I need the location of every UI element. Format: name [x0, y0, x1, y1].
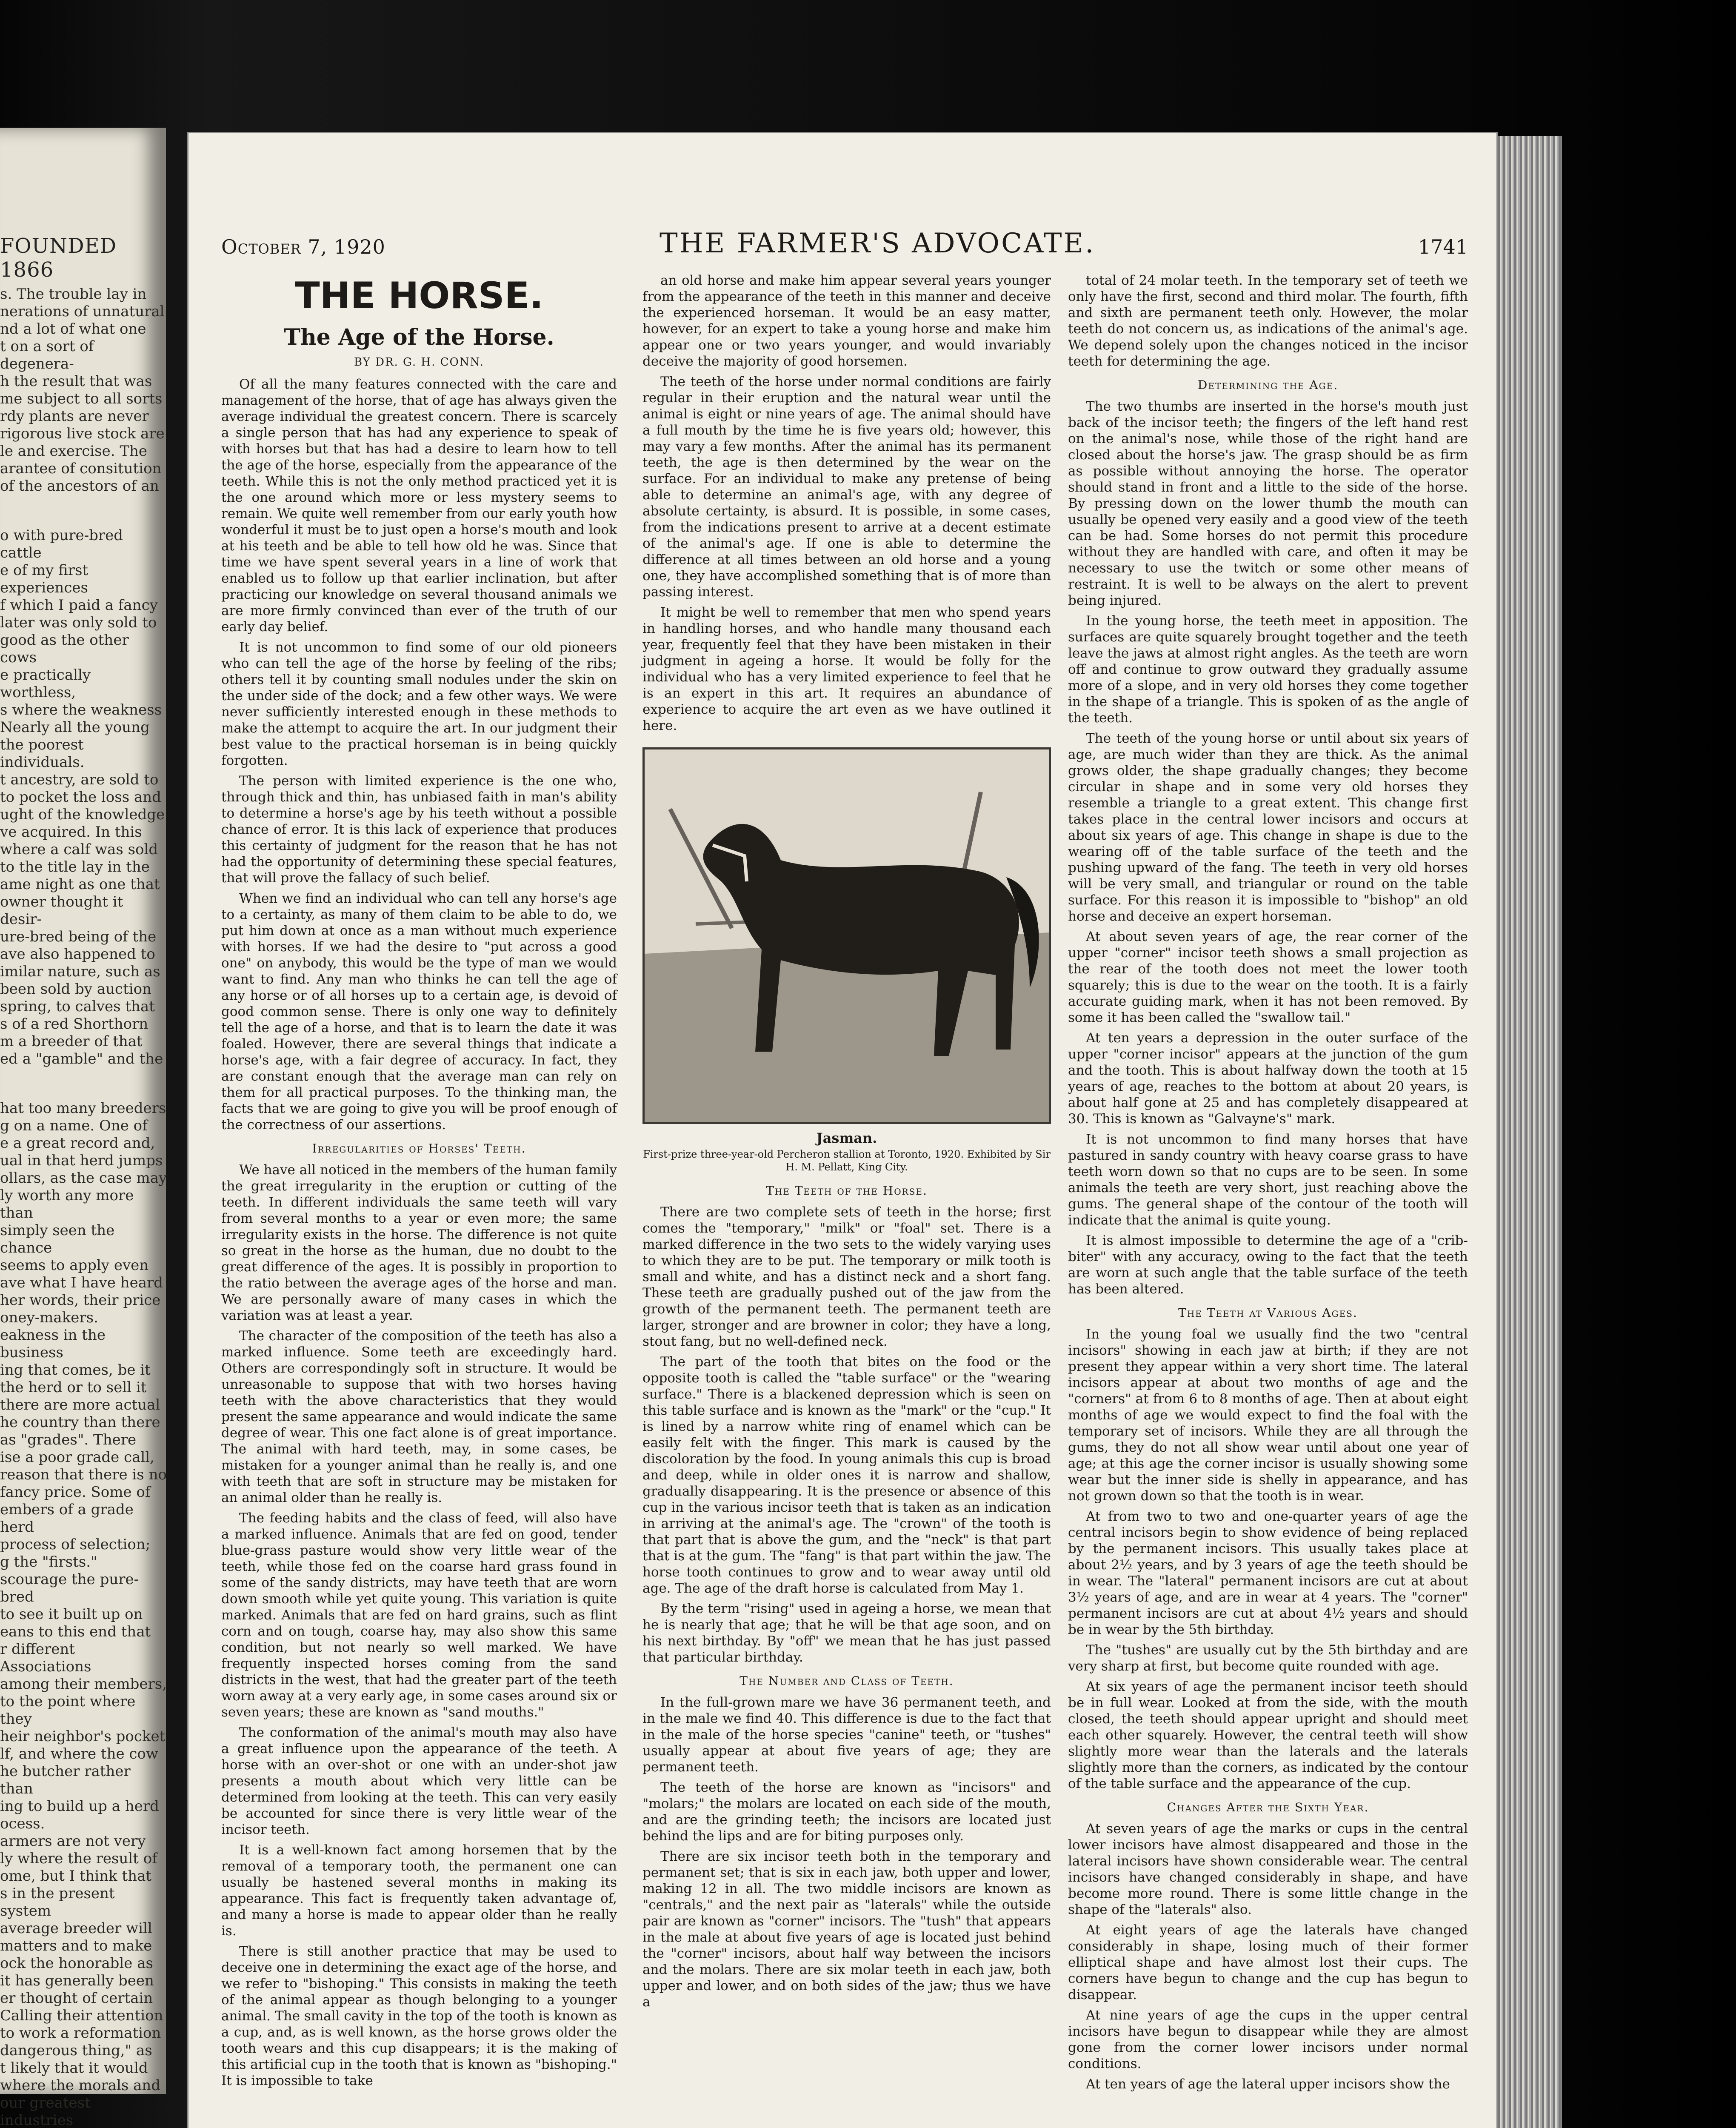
- photo-credit: First-prize three-year-old Percheron stallion at Toronto, 1920. Exhibited by Sir H. M. Pellatt, King City.: [643, 1148, 1051, 1173]
- article-paragraph: In the young foal we usually find the two "central incisors" showing in each jaw at birth; if they are not present they appear within a very short time. The lateral incisors appear at about two months of age and the "corners" at from 6 to 8 months of age. Then at about eight months of age we would expect to find the foal with the temporary set of incisors. While they are all through the gums, they do not all show wear until about one year of age; at this age the corner incisor is usually showing some wear but the inner side is shelly in appearance, and has not grown down so that the tooth is in wear.: [1068, 1327, 1468, 1504]
- photo-caption: Jasman.: [816, 1130, 877, 1146]
- publication-title: THE FARMER'S ADVOCATE.: [660, 228, 1096, 259]
- article-paragraph: At ten years of age the lateral upper incisors show the: [1086, 2077, 1450, 2092]
- article-byline: BY DR. G. H. CONN.: [354, 356, 484, 369]
- article-paragraph: It is almost impossible to determine the age of a "crib-biter" with any accuracy, owing to the fact that the teeth are worn at such angle that the table surface of the teeth has been altered.: [1068, 1233, 1468, 1297]
- subhead-determining: Determining the Age.: [1197, 378, 1339, 392]
- article-paragraph: It is not uncommon to find many horses that have pastured in sandy country with heavy coarse grass to have teeth worn down so that no cups are to be seen. In some animals the teeth are very short, just reaching above the gums. The general shape of the contour of the tooth will indicate that the animal is quite young.: [1068, 1132, 1468, 1228]
- article-column-2: [642, 272, 1051, 2014]
- article-paragraph: an old horse and make him appear several years younger from the appearance of the teeth in this manner and deceive the experienced horseman. It would be an easy matter, however, for an expert to take a young horse and make him appear one or two years younger, and would invariably deceive the majority of good horsemen.: [642, 273, 1051, 369]
- article-paragraph: At nine years of age the cups in the upper central incisors have begun to disappear while they are almost gone from the corner lower incisors under normal conditions.: [1068, 2008, 1468, 2071]
- article-paragraph: The teeth of the horse are known as "incisors" and "molars;" the molars are located on each side of the mouth, and are the grinding teeth; the incisors are located just behind the lips and are for biting purposes only.: [642, 1780, 1051, 1844]
- article-column-1: [221, 272, 617, 2093]
- article-paragraph: At eight years of age the laterals have changed considerably in shape, losing much of their former elliptical shape and have almost lost their cups. The corners have begun to change and the cup has begun to disappear.: [1068, 1922, 1468, 2002]
- article-paragraph: It is not uncommon to find some of our old pioneers who can tell the age of the horse by feeling of the ribs; others tell it by counting small nodules under the skin on the under side of the dock; and a few other ways. We were never sufficiently interested enough in these methods to make the attempt to acquire the art. In our judgment their best value to the practical horseman is in being quickly forgotten.: [221, 640, 617, 768]
- left-page-fragment: [0, 128, 167, 2128]
- article-paragraph: It might be well to remember that men who spend years in handling horses, and who handle many thousand each year, frequently feel that they have been mistaken in their judgment in ageing a horse. It would be folly for the individual who has a very limited experience to feel that he is an expert in this art. It requires an abundance of experience to acquire the art even as we have outlined it here.: [642, 605, 1051, 733]
- left-paragraph: o with pure-bred cattle e of my first experiences f which I paid a fancy later was only sold to good as the other cows e practically worthless, s where the weakness Nearly all the young the poorest individuals. t ancestry, are sold to to pocket the loss and ught of the knowledge ve acquired. In this where a calf was sold to the title lay in the ame night as one that owner thought it desir- ure-bred being of the ave also happened to imilar nature, such as been sold by auction spring, to calves that s of a red Shorthorn m a breeder of that ed a "gamble" and the: [0, 527, 165, 1067]
- left-paragraph: hat too many breeders g on a name. One of e a great record and, ual in that herd jumps ollars, as the case may ly worth any more than simply seen the chance seems to apply even ave what I have heard her words, their price oney-makers. eakness in the business ing that comes, be it the herd or to sell it there are more actual he country than there as "grades". There ise a poor grade call, reason that there is no fancy price. Some of embers of a grade herd process of selection; g the "firsts." scourage the pure-bred to see it built up on eans to this end that r different Associations among their members, to the point where they heir neighbor's pocket lf, and where the cow he butcher rather than ing to build up a herd ocess. armers are not very ly where the result of ome, but I think that s in the present system average breeder will matters and to make ock the honorable as it has generally been er thought of certain Calling their attention to work a reformation dangerous thing," as t likely that it would where the morals and our greatest industries: [0, 1100, 167, 2128]
- book-spine-edge: [1498, 136, 1562, 2128]
- article-paragraph: The "tushes" are usually cut by the 5th birthday and are very sharp at first, but become quite rounded with age.: [1068, 1642, 1468, 1674]
- article-paragraph: It is a well-known fact among horsemen that by the removal of a temporary tooth, the permanent one can usually be hastened several months in making its appearance. This fact is frequently taken advantage of, and many a horse is made to appear older than he really is.: [221, 1842, 617, 1939]
- article-paragraph: The conformation of the animal's mouth may also have a great influence upon the appearance of the teeth. A horse with an over-shot or one with an under-shot jaw presents a mouth about which very little can be determined from looking at the teeth. This can very easily be accounted for since there is very little wear of the incisor teeth.: [221, 1725, 617, 1837]
- section-title: THE HORSE.: [295, 275, 543, 317]
- article-paragraph: In the full-grown mare we have 36 permanent teeth, and in the male we find 40. This difference is due to the fact that in the male of the horse species "canine" teeth, or "tushes" usually appear at about five years of age; they are permanent teeth.: [642, 1695, 1051, 1775]
- article-paragraph: The teeth of the horse under normal conditions are fairly regular in their eruption and the natural wear until the animal is eight or nine years of age. The animal should have a full mouth by the time he is five years old; however, this may vary a few months. After the animal has its permanent teeth, the age is then determined by the wear on the surface. For an individual to make any pretense of being able to determine an animal's age, with any degree of absolute certainty, is absurd. It is possible, in some cases, from the indications present to arrive at a decent estimate of the animal's age. If one is able to determine the difference at all times between an old horse and a young one, they have accomplished something that is of more than passing interest.: [642, 374, 1051, 600]
- article-paragraph: In the young horse, the teeth meet in apposition. The surfaces are quite squarely brought together and the teeth leave the jaws at almost right angles. As the teeth are worn off and continue to grow outward they gradually assume more of a slope, and in very old horses they come together in the shape of a triangle. This is spoken of as the angle of the teeth.: [1068, 613, 1468, 726]
- newspaper-page: [187, 132, 1498, 2128]
- subhead-changes: Changes After the Sixth Year.: [1167, 1800, 1369, 1814]
- article-column-3: [1068, 272, 1468, 2097]
- article-paragraph: total of 24 molar teeth. In the temporary set of teeth we only have the first, second and third molar. The fourth, fifth and sixth are permanent teeth only. However, the molar teeth do not concern us, as indications of the animal's age. We depend solely upon the changes noticed in the incisor teeth for determining the age.: [1068, 273, 1468, 369]
- article-paragraph: At six years of age the permanent incisor teeth should be in full wear. Looked at from the side, with the mouth closed, the teeth should appear upright and should meet each other squarely. However, the central teeth will show slightly more wear than the laterals and the laterals slightly more than the corners, as indicated by the contour of the table surface and the appearance of the cup.: [1068, 1679, 1468, 1791]
- subhead-teeth: The Teeth of the Horse.: [766, 1184, 928, 1198]
- article-paragraph: There are two complete sets of teeth in the horse; first comes the "temporary," "milk" or "foal" set. There is a marked difference in the two sets to the widely varying uses to which they are to be put. The temporary or milk tooth is small and white, and has a distinct neck and a short fang. These teeth are gradually pushed out of the jaw from the growth of the permanent teeth. The permanent teeth are larger, stronger and are browner in color; they have a long, stout fang, but no well-defined neck.: [642, 1204, 1051, 1349]
- article-paragraph: The part of the tooth that bites on the food or the opposite tooth is called the "table surface" or the "wearing surface." There is a blackened depression which is seen on this table surface and is known as the "mark" or the "cup." It is lined by a narrow white ring of enamel which can be easily felt with the finger. This mark is caused by the discoloration by the food. In young animals this cup is broad and deep, while in older ones it is narrow and shallow, gradually disappearing. It is the presence or absence of this cup in the various incisor teeth that is taken as an indication in arriving at the animal's age. The "crown" of the tooth is that part that is above the gum, and the "neck" is that part that is at the gum. The "fang" is that part within the jaw. The horse tooth continues to grow and to wear away until old age. The age of the draft horse is calculated from May 1.: [642, 1354, 1051, 1596]
- left-page-column: [0, 268, 168, 2128]
- article-paragraph: The teeth of the young horse or until about six years of age, are much wider than they are thick. As the animal grows older, the shape gradually changes; they become circular in shape and in some very old horses they resemble a triangle to a great extent. This change first takes place in the central lower incisors and occurs at about six years of age. This change in shape is due to the wearing off of the table surface of the teeth and the pushing upward of the fang. The teeth in very old horses will be very small, and triangular or round on the table surface. For this reason it is impossible to "bishop" an old horse and deceive an expert horseman.: [1068, 731, 1468, 924]
- article-paragraph: At from two to two and one-quarter years of age the central incisors begin to show evidence of being replaced by the permanent incisors. This usually takes place at about 2½ years, and by 3 years of age the teeth should be in wear. The "lateral" permanent incisors are cut at about 3½ years of age, and are in wear at 4 years. The "corner" permanent incisors are cut at about 4½ years and should be in wear by the 5th birthday.: [1068, 1509, 1468, 1637]
- subhead-irregularities: Irregularities of Horses' Teeth.: [312, 1141, 526, 1156]
- article-paragraph: There are six incisor teeth both in the temporary and permanent set; that is six in each jaw, both upper and lower, making 12 in all. The two middle incisors are known as "centrals," and the next pair as "laterals" while the outside pair are known as "corner" incisors. The "tush" that appears in the male at about five years of age is located just behind the "corner" incisors, about half way between the incisors and the molars. There are six molar teeth in each jaw, both upper and lower, and on both sides of the jaw; thus we have a: [642, 1849, 1051, 2010]
- article-paragraph: We have all noticed in the members of the human family the great irregularity in the eruption or cutting of the teeth. In different individuals the same teeth will vary from several months to a year or even more; the same irregularity exists in the horse. The difference is not quite so great in the horse as the human, due no doubt to the great difference of the ages. It is possibly in proportion to the ratio between the average ages of the horse and man. We are personally aware of many cases in which the variation was at least a year.: [221, 1162, 617, 1323]
- page-date: October 7, 1920: [221, 235, 385, 258]
- article-headline: The Age of the Horse.: [284, 324, 554, 350]
- article-paragraph: At about seven years of age, the rear corner of the upper "corner" incisor teeth shows a small projection as the rear of the tooth does not meet the lower tooth squarely; this is due to the wear on the tooth. It is a fairly accurate guiding mark, when it has not been removed. By some it has been called the "swallow tail.": [1068, 929, 1468, 1025]
- article-paragraph: Of all the many features connected with the care and management of the horse, that of age has always given the average individual the greatest concern. There is scarcely a single person that has had any experience to speak of with horses but that has had a desire to learn how to tell the age of the horse, especially from the appearance of the teeth. While this is not the only method practiced yet it is the one around which more or less mystery seems to remain. We quite well remember from our early youth how wonderful it must be to just open a horse's mouth and look at his teeth and be able to tell how old he was. Since that time we have spent several years in a line of work that enabled us to follow up that earlier inclination, but after practicing our knowledge on several thousand animals we are more firmly convinced than ever of the truth of our early day belief.: [221, 377, 617, 635]
- horse-photo: [642, 747, 1051, 1124]
- article-paragraph: The two thumbs are inserted in the horse's mouth just back of the incisor teeth; the fingers of the left hand rest on the animal's nose, while those of the right hand are closed about the horse's jaw. The grasp should be as firm as possible without annoying the horse. The operator should stand in front and a little to the side of the horse. By pressing down on the lower thumb the mouth can usually be opened very easily and a good view of the teeth can be had. Some horses do not permit this procedure without they are handled with care, and often it may be necessary to use the twitch or some other means of restraint. It is well to be always on the alert to prevent being injured.: [1068, 399, 1468, 608]
- article-paragraph: At ten years a depression in the outer surface of the upper "corner incisor" appears at the junction of the gum and the tooth. This is about halfway down the tooth at 15 years of age, reaches to the bottom at about 20 years, is about half gone at 25 and has completely disappeared at 30. This is known as "Galvayne's" mark.: [1068, 1030, 1468, 1127]
- article-paragraph: At seven years of age the marks or cups in the central lower incisors have almost disappeared and those in the lateral incisors have shown considerable wear. The central incisors have changed considerably in shape, and have become more round. There is some little change in the shape of the "laterals" also.: [1068, 1821, 1468, 1917]
- article-paragraph: By the term "rising" used in ageing a horse, we mean that he is nearly that age; that he will be that age soon, and on his next birthday. By "off" we mean that he has just passed that particular birthday.: [642, 1601, 1051, 1665]
- subhead-number-class: The Number and Class of Teeth.: [740, 1674, 954, 1688]
- article-paragraph: The person with limited experience is the one who, through thick and thin, has unbiased faith in man's ability to determine a horse's age by his teeth without a possible chance of error. It is this lack of experience that produces this certainty of judgment for the reason that he has not had the opportunity of determining these special features, that will prove the fallacy of such belief.: [221, 773, 617, 886]
- page-number: 1741: [1418, 235, 1468, 258]
- article-paragraph: When we find an individual who can tell any horse's age to a certainty, as many of them claim to be able to do, we put him down at once as a man without much experience with horses. If we had the desire to "put across a good one" on anybody, this would be the type of man we would want to find. Any man who thinks he can tell the age of any horse or of all horses up to a certain age, is devoid of good common sense. There is only one way to definitely tell the age of a horse, and that is to learn the date it was foaled. However, there are several things that indicate a horse's age, with a fair degree of accuracy. In fact, they are constant enough that the average man can rely on them for all practical purposes. To the thinking man, the facts that we are going to give you will be proof enough of the correctness of our assertions.: [221, 891, 617, 1133]
- left-page-header: FOUNDED 1866: [0, 234, 117, 282]
- left-paragraph: s. The trouble lay in nerations of unnatural nd a lot of what one t on a sort of degenera- h the result that was me subject to all sorts rdy plants are never rigorous live stock are le and exercise. The arantee of consitution of the ancestors of an: [0, 286, 165, 495]
- article-paragraph: The character of the composition of the teeth has also a marked influence. Some teeth are exceedingly hard. Others are correspondingly soft in structure. It would be unreasonable to suppose that with two horses having teeth with the above characteristics that they would present the same appearance and would indicate the same degree of wear. This one fact alone is of great importance. The animal with hard teeth, may, in some cases, be mistaken for a younger animal than he really is, and one with teeth that are soft in structure may be mistaken for an animal older than he really is.: [221, 1328, 617, 1505]
- subhead-various-ages: The Teeth at Various Ages.: [1178, 1306, 1358, 1320]
- page-header: [221, 228, 1468, 262]
- article-paragraph: The feeding habits and the class of feed, will also have a marked influence. Animals that are fed on good, tender blue-grass pasture would show very little wear of the teeth, while those fed on the coarse hard grass found in some of the sandy districts, may have teeth that are worn down smooth while yet quite young. This variation is quite marked. Animals that are fed on hard grains, such as flint corn and on tough, coarse hay, may also show this same condition, but not nearly so well marked. We have frequently inspected horses coming from the sand districts in the west, that had the greater part of the teeth worn away at a very early age, in some cases around six or seven years; these are known as "sand mouths.": [221, 1510, 617, 1720]
- article-paragraph: There is still another practice that may be used to deceive one in determining the exact age of the horse, and we refer to "bishoping." This consists in making the teeth of the animal appear as though belonging to a younger animal. The small cavity in the top of the tooth is known as a cup, and, as is well known, as the horse grows older the tooth wears and this cup disappears; it is the making of this artificial cup in the tooth that is known as "bishoping." It is impossible to take: [221, 1944, 617, 2088]
